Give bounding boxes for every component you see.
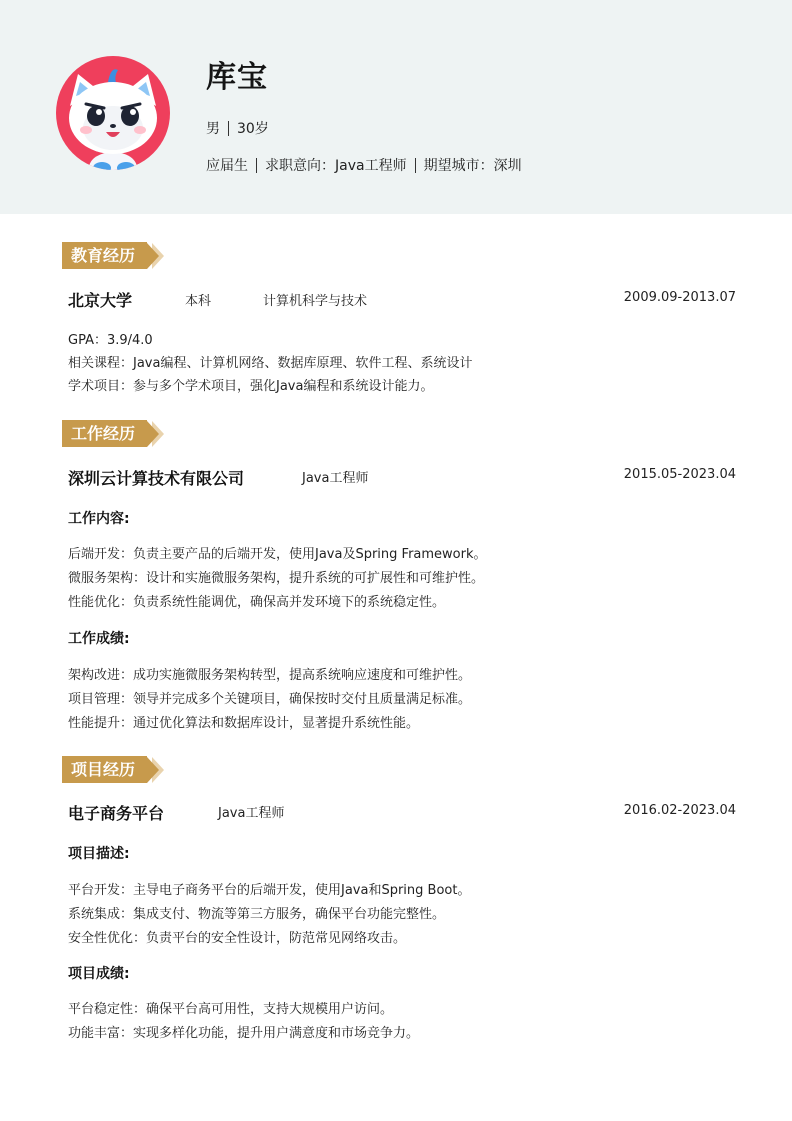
work-results-line: 架构改进：成功实施微服务架构转型，提高系统响应速度和可维护性。 [68, 668, 472, 683]
section-education [62, 242, 164, 269]
work-results-heading: 工作成绩: [68, 631, 130, 647]
project-name: 电子商务平台 [68, 804, 165, 823]
project-desc-line: 系统集成：集成支付、物流等第三方服务，确保平台功能完整性。 [68, 907, 446, 922]
major: 计算机科学与技术 [263, 294, 368, 309]
gender: 男 [206, 121, 220, 137]
project-results-line: 平台稳定性：确保平台高可用性，支持大规模用户访问。 [68, 1002, 394, 1017]
work-content-line: 后端开发：负责主要产品的后端开发，使用Java及Spring Framework。 [68, 547, 487, 562]
project-desc-line: 平台开发：主导电子商务平台的后端开发，使用Java和Spring Boot。 [68, 883, 471, 898]
divider [228, 121, 229, 136]
status: 应届生 [206, 158, 248, 174]
company-name: 深圳云计算技术有限公司 [68, 469, 245, 488]
section-title: 工作经历 [62, 420, 147, 447]
work-date: 2015.05-2023.04 [623, 467, 736, 482]
resume-header [0, 0, 792, 214]
education-line: GPA：3.9/4.0 [68, 333, 153, 348]
work-content-line: 微服务架构：设计和实施微服务架构，提升系统的可扩展性和可维护性。 [68, 571, 485, 586]
section-title: 教育经历 [62, 242, 147, 269]
education-line: 相关课程：Java编程、计算机网络、数据库原理、软件工程、系统设计 [68, 356, 473, 371]
work-content-line: 性能优化：负责系统性能调优，确保高并发环境下的系统稳定性。 [68, 595, 446, 610]
section-project [62, 756, 164, 783]
project-results-heading: 项目成绩: [68, 966, 130, 982]
section-work [62, 420, 164, 447]
divider [256, 158, 257, 173]
candidate-name: 库宝 [206, 60, 268, 95]
work-results-line: 性能提升：通过优化算法和数据库设计，显著提升系统性能。 [68, 716, 420, 731]
age: 30岁 [237, 121, 269, 137]
work-results-line: 项目管理：领导并完成多个关键项目，确保按时交付且质量满足标准。 [68, 692, 472, 707]
expected-city: 期望城市：深圳 [423, 158, 522, 174]
education-date: 2009.09-2013.07 [623, 290, 736, 305]
tag-arrow-icon [147, 757, 159, 783]
job-intent: 求职意向：Java工程师 [265, 158, 407, 174]
project-desc-heading: 项目描述: [68, 846, 130, 862]
basic-info [206, 118, 269, 138]
work-content-heading: 工作内容: [68, 511, 130, 527]
project-date: 2016.02-2023.04 [623, 803, 736, 818]
work-role: Java工程师 [302, 471, 369, 486]
education-line: 学术项目：参与多个学术项目，强化Java编程和系统设计能力。 [68, 379, 434, 394]
tag-arrow-icon [147, 421, 159, 447]
avatar [56, 56, 170, 170]
project-results-line: 功能丰富：实现多样化功能，提升用户满意度和市场竞争力。 [68, 1026, 420, 1041]
job-info [206, 155, 522, 175]
divider [415, 158, 416, 173]
degree: 本科 [185, 294, 212, 309]
school-name: 北京大学 [68, 291, 133, 310]
cat-mascot-icon [56, 56, 170, 170]
project-role: Java工程师 [218, 806, 285, 821]
project-desc-line: 安全性优化：负责平台的安全性设计，防范常见网络攻击。 [68, 931, 407, 946]
tag-arrow-icon [147, 243, 159, 269]
section-title: 项目经历 [62, 756, 147, 783]
